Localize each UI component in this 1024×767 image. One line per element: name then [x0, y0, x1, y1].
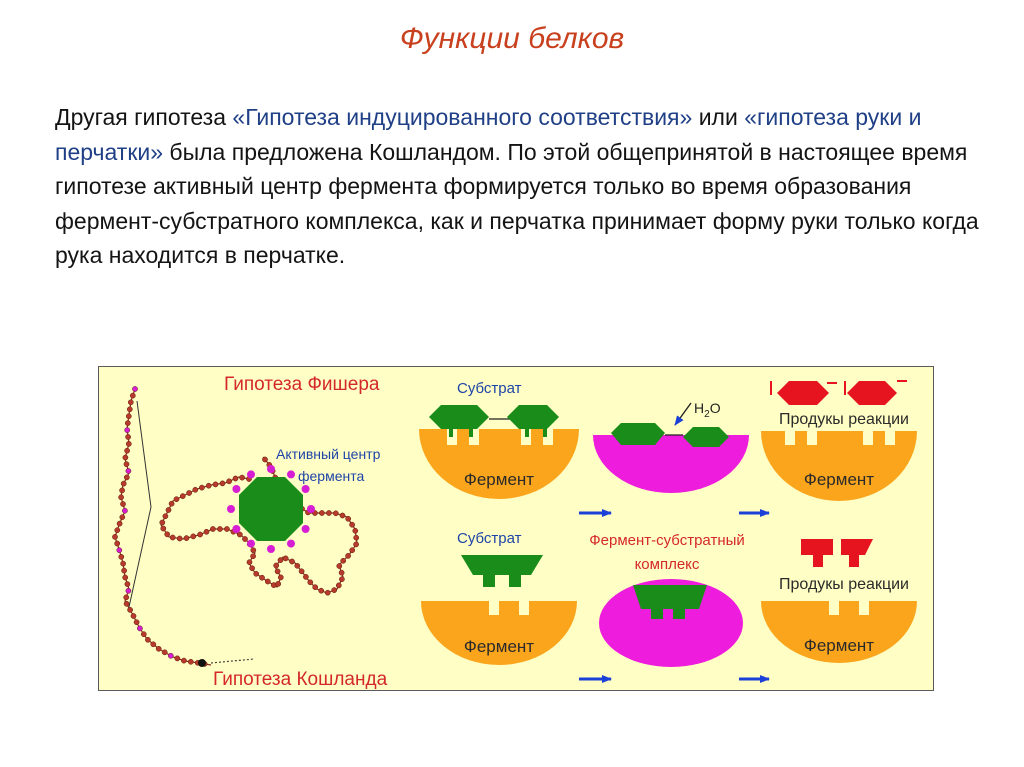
chain-residue [319, 588, 324, 593]
chain-residue [175, 656, 180, 661]
enzyme-label-1: Фермент [463, 470, 535, 489]
koshland-hypothesis-label: Гипотеза Кошланда [213, 669, 388, 690]
chain-residue [181, 658, 186, 663]
active-residue [302, 485, 310, 493]
chain-residue [333, 511, 338, 516]
chain-residue [126, 414, 131, 419]
chain-residue [145, 637, 150, 642]
chain-residue [125, 582, 130, 587]
products-label-top: Продукы реакции [779, 411, 909, 428]
chain-residue [265, 579, 270, 584]
chain-residue [122, 568, 127, 573]
chain-residue [198, 532, 203, 537]
chain-residue [169, 501, 174, 506]
chain-residue [124, 475, 129, 480]
chain-residue [121, 481, 126, 486]
chain-residue [332, 588, 337, 593]
chain-residue [220, 481, 225, 486]
substrate-label-top: Субстрат [457, 380, 522, 397]
water-label: $H_2O$ [694, 400, 721, 420]
chain-residue [354, 542, 359, 547]
enzyme-diagram-panel [98, 366, 934, 691]
chain-residue [237, 532, 242, 537]
chain-residue [308, 580, 313, 585]
chain-residue [254, 571, 259, 576]
hand-glove-quote: «гипотеза руки и перчатки» [55, 104, 922, 165]
chain-residue [115, 528, 120, 533]
active-residue [247, 540, 255, 548]
chain-residue [350, 548, 355, 553]
enzyme-label-2: Фермент [803, 470, 875, 489]
chain-residue [224, 526, 229, 531]
enzyme-label-3: Фермент [463, 637, 535, 656]
chain-residue [213, 482, 218, 487]
product-red-left [777, 381, 829, 405]
chain-residue [112, 534, 117, 539]
active-residue [232, 525, 240, 533]
active-residue [267, 465, 275, 473]
active-residue [267, 545, 275, 553]
chain-residue [134, 620, 139, 625]
active-residue [125, 428, 130, 433]
active-residue [307, 505, 315, 513]
active-residue [227, 505, 235, 513]
body-paragraph [55, 100, 980, 273]
chain-residue [204, 529, 209, 534]
chain-residue [163, 514, 168, 519]
chain-residue [161, 526, 166, 531]
chain-residue [337, 563, 342, 568]
chain-residue [160, 520, 165, 525]
chain-residue [289, 559, 294, 564]
chain-residue [180, 494, 185, 499]
chain-residue [274, 563, 279, 568]
active-residue [126, 468, 131, 473]
product-red-right [847, 381, 897, 405]
active-residue [287, 540, 295, 548]
chain-residue [325, 590, 330, 595]
chain-residue [319, 510, 324, 515]
paragraph-text-3: была предложена Кошландом. По этой общепринятой в настоящее время гипотезе активный центр фермента формируется только во время образования фермент-субстратного комплекса, как и перчатка принимает форму руки только когда рука находится в перчатке. [55, 138, 979, 268]
chain-residue [339, 570, 344, 575]
enzyme-top-2 [761, 431, 917, 501]
chain-residue [336, 583, 341, 588]
chain-residue [115, 541, 120, 546]
chain-residue [217, 526, 222, 531]
active-center-label-line1: Активный центр [276, 446, 381, 462]
chain-residue [174, 497, 179, 502]
chain-residue [210, 526, 215, 531]
active-center-label-line2: фермента [298, 468, 365, 484]
chain-residue [123, 455, 128, 460]
chain-residue [119, 495, 124, 500]
chain-residue [121, 561, 126, 566]
chain-residue [119, 554, 124, 559]
chain-residue [165, 532, 170, 537]
active-residue [137, 626, 142, 631]
chain-residue [120, 515, 125, 520]
chain-residue [156, 646, 161, 651]
chain-residue [276, 581, 281, 586]
chain-residue [340, 513, 345, 518]
enzyme-label-4: Фермент [803, 636, 875, 655]
chain-residue [191, 534, 196, 539]
chain-residue [124, 601, 129, 606]
chain-residue [162, 650, 167, 655]
chain-residue [240, 475, 245, 480]
slide-title: Функции белков [399, 22, 625, 55]
active-residue [232, 485, 240, 493]
chain-residue [227, 479, 232, 484]
active-residue [287, 470, 295, 478]
fischer-row [419, 380, 917, 513]
chain-residue [278, 558, 283, 563]
chain-residue [262, 457, 267, 462]
chain-residue [124, 595, 129, 600]
chain-residue [188, 659, 193, 664]
chain-residue [177, 536, 182, 541]
chain-residue [130, 393, 135, 398]
active-residue [247, 470, 255, 478]
paragraph-text-1: Другая гипотеза [55, 104, 233, 130]
chain-residue [126, 441, 131, 446]
chain-residue [251, 548, 256, 553]
complex-top [593, 435, 749, 493]
chain-residue [251, 554, 256, 559]
chain-residue [151, 642, 156, 647]
chain-residue [278, 575, 283, 580]
chain-residue [166, 507, 171, 512]
chain-residue [233, 476, 238, 481]
chain-residue [184, 536, 189, 541]
chain-residue [341, 558, 346, 563]
active-residue [132, 386, 137, 391]
chain-residue [326, 510, 331, 515]
product-red-bottom-left [801, 539, 833, 567]
chain-residue [295, 563, 300, 568]
active-residue [168, 653, 173, 658]
chain-residue [120, 488, 125, 493]
chain-residue [126, 434, 131, 439]
substrate-left-top [429, 405, 489, 429]
products-label-bottom: Продукы реакции [779, 576, 909, 593]
chain-residue [193, 487, 198, 492]
chain-residue [141, 632, 146, 637]
chain-residue [299, 569, 304, 574]
koshland-row [421, 530, 917, 679]
chain-residue [313, 585, 318, 590]
complex-label-line1: Фермент-субстратный [589, 532, 745, 549]
substrate-right-top [507, 405, 559, 429]
chain-residue [242, 536, 247, 541]
chain-residue [247, 560, 252, 565]
chain-residue [128, 400, 133, 405]
chain-residue [131, 613, 136, 618]
chain-residue [250, 566, 255, 571]
chain-residue [123, 575, 128, 580]
product-red-bottom-right [841, 539, 873, 567]
substrate-bottom [461, 555, 543, 587]
paragraph-text-2: или [692, 104, 745, 130]
active-residue [122, 508, 127, 513]
chain-residue [125, 421, 130, 426]
substrate-label-bottom: Субстрат [457, 530, 522, 547]
induced-fit-quote: «Гипотеза индуцированного соответствия» [232, 104, 693, 130]
active-residue [117, 548, 122, 553]
chain-residue [346, 516, 351, 521]
chain-residue [259, 575, 264, 580]
chain-residue [283, 556, 288, 561]
active-residue [302, 525, 310, 533]
chain-residue [303, 574, 308, 579]
active-residue [126, 588, 131, 593]
enzyme-diagram [99, 367, 935, 692]
chain-residue [206, 483, 211, 488]
chain-residue [353, 528, 358, 533]
chain-residue [187, 490, 192, 495]
chain-residue [120, 501, 125, 506]
chain-residue [128, 607, 133, 612]
chain-residue [124, 462, 129, 467]
chain-residue [117, 521, 122, 526]
chain-residue [354, 535, 359, 540]
fischer-hypothesis-label: Гипотеза Фишера [224, 374, 380, 395]
chain-residue [275, 569, 280, 574]
complex-label-line2: комплекс [634, 556, 700, 573]
chain-residue [339, 577, 344, 582]
chain-residue [125, 448, 130, 453]
chain-residue [199, 485, 204, 490]
chain-residue [170, 535, 175, 540]
chain-residue [350, 522, 355, 527]
chain-residue [127, 407, 132, 412]
chain-residue [346, 553, 351, 558]
